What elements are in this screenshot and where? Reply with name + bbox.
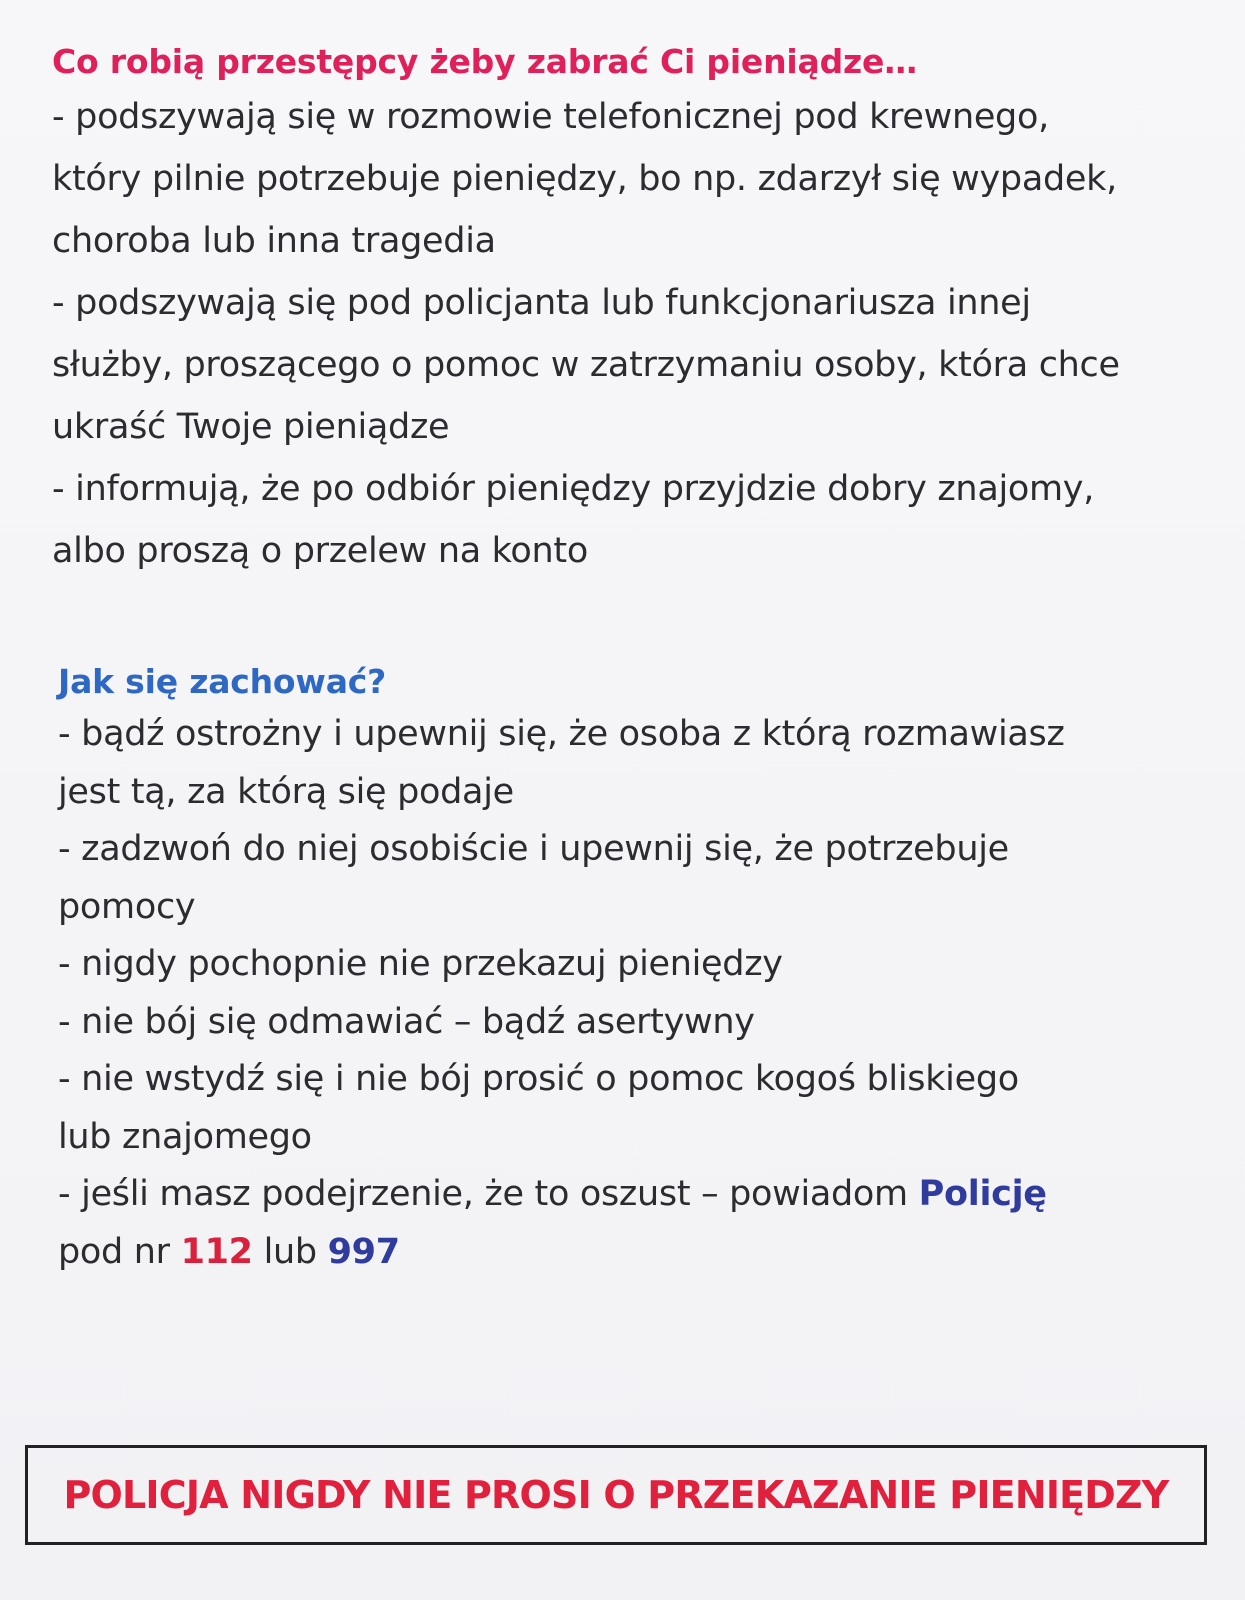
number-separator-text: lub [252, 1231, 328, 1272]
text-line: - podszywają się pod policjanta lub funkcjonariusza innej [52, 283, 1031, 323]
text-line: lub znajomego [58, 1116, 312, 1157]
how-to-behave-heading: Jak się zachować? [58, 662, 387, 701]
report-police-text: - jeśli masz podejrzenie, że to oszust – powiadom [58, 1174, 919, 1214]
emergency-number-112: 112 [180, 1231, 253, 1272]
text-line: - podszywają się w rozmowie telefonicznej pod krewnego, [52, 97, 1049, 137]
report-police-line [58, 1166, 1218, 1224]
text-line: - nigdy pochopnie nie przekazuj pieniędzy [58, 944, 783, 984]
text-line: - nie wstydź się i nie bój prosić o pomoc kogoś bliskiego [58, 1059, 1019, 1099]
text-line: - bądź ostrożny i upewnij się, że osoba z którą rozmawiasz [58, 714, 1065, 754]
text-line: choroba lub inna tragedia [52, 221, 496, 261]
text-line: służby, proszącego o pomoc w zatrzymaniu osoby, która chce [52, 345, 1120, 385]
text-line: - informują, że po odbiór pieniędzy przyjdzie dobry znajomy, [52, 469, 1095, 509]
text-line: - zadzwoń do niej osobiście i upewnij się, że potrzebuje [58, 829, 1009, 869]
number-prefix-text: pod nr [58, 1231, 181, 1272]
police-number-997: 997 [327, 1231, 400, 1272]
text-line: ukraść Twoje pieniądze [52, 407, 450, 447]
text-line: albo proszą o przelew na konto [52, 531, 588, 571]
warning-text: POLICJA NIGDY NIE PROSI O PRZEKAZANIE PIENIĘDZY [63, 1473, 1169, 1517]
emergency-numbers-line [58, 1224, 1218, 1282]
how-to-behave-section [58, 658, 1218, 1281]
text-line: jest tą, za którą się podaje [58, 771, 514, 812]
police-word: Policję [918, 1174, 1047, 1214]
text-line: pomocy [58, 886, 196, 927]
warning-box [25, 1445, 1207, 1545]
text-line: - nie bój się odmawiać – bądź asertywny [58, 1001, 755, 1042]
text-line: który pilnie potrzebuje pieniędzy, bo np. zdarzył się wypadek, [52, 159, 1117, 199]
criminal-tactics-section [52, 38, 1212, 582]
criminal-tactics-heading: Co robią przestępcy żeby zabrać Ci pieniądze… [52, 42, 918, 81]
